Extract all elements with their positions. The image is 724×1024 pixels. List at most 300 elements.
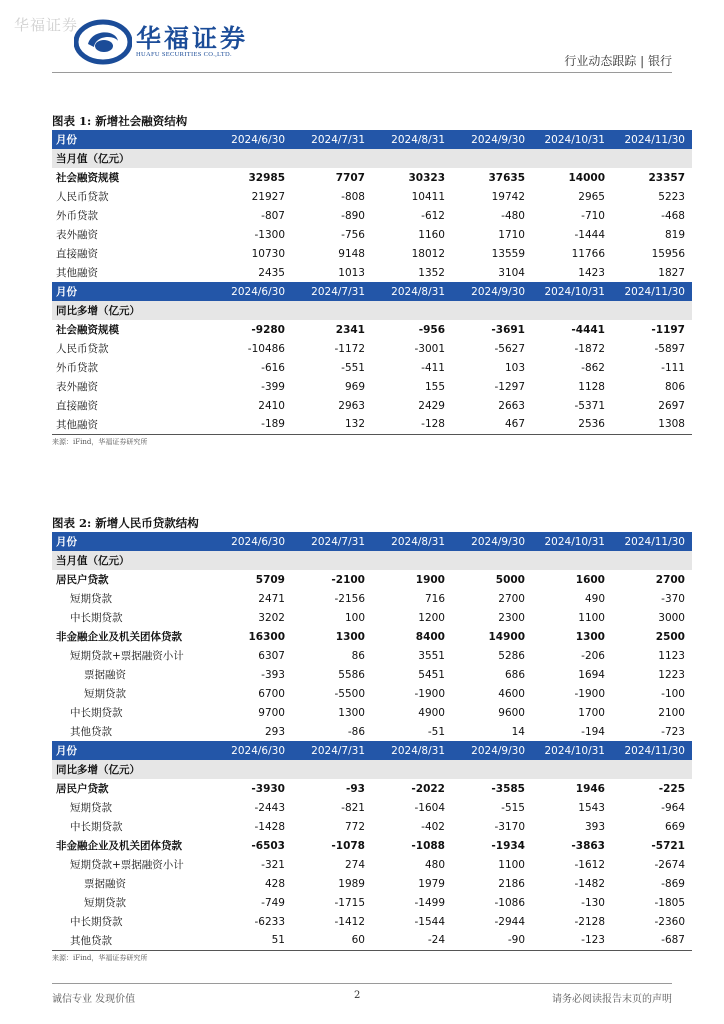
table-row bbox=[52, 187, 692, 206]
value-cell: -1428 bbox=[254, 820, 285, 833]
value-cell: 1013 bbox=[338, 266, 365, 279]
value-cell: 21927 bbox=[251, 190, 285, 203]
value-cell: -128 bbox=[372, 415, 452, 434]
value-cell: 1352 bbox=[418, 266, 445, 279]
row-label-cell: 中长期贷款 bbox=[70, 612, 123, 624]
value-cell: 2536 bbox=[532, 415, 612, 434]
value-cell: 1300 bbox=[575, 630, 605, 643]
value-cell: 2186 bbox=[498, 877, 525, 890]
row-label-cell: 非金融企业及机关团体贷款 bbox=[56, 631, 182, 643]
row-label-cell: 其他融资 bbox=[56, 267, 98, 279]
value-cell: 9148 bbox=[338, 247, 365, 260]
value-cell: 86 bbox=[351, 649, 365, 662]
value-cell: -1872 bbox=[574, 342, 605, 355]
value-cell: 1300 bbox=[335, 630, 365, 643]
value-cell: -1088 bbox=[411, 839, 445, 852]
value-cell: -710 bbox=[581, 209, 605, 222]
table-row bbox=[52, 608, 692, 627]
footer-divider bbox=[52, 983, 672, 984]
value-cell: 10730 bbox=[251, 247, 285, 260]
value-cell: 1200 bbox=[418, 611, 445, 624]
row-label-cell: 居民户贷款 bbox=[56, 574, 109, 586]
column-header-cell: 2024/6/30 bbox=[212, 741, 292, 760]
value-cell: 5586 bbox=[338, 668, 365, 681]
table-row bbox=[52, 931, 692, 950]
value-cell: 1700 bbox=[578, 706, 605, 719]
table-row bbox=[52, 779, 692, 798]
row-label-cell: 当月值（亿元） bbox=[52, 551, 212, 570]
value-cell: -1300 bbox=[254, 228, 285, 241]
value-cell: 5451 bbox=[418, 668, 445, 681]
value-cell: 428 bbox=[264, 877, 285, 890]
value-cell: -1900 bbox=[574, 687, 605, 700]
value-cell: -1900 bbox=[414, 687, 445, 700]
value-cell: 1979 bbox=[418, 877, 445, 890]
value-cell: 14900 bbox=[488, 630, 525, 643]
column-header-cell: 2024/10/31 bbox=[532, 130, 612, 149]
value-cell: 6307 bbox=[258, 649, 285, 662]
row-label-cell: 票据融资 bbox=[84, 669, 126, 681]
value-cell: 5000 bbox=[495, 573, 525, 586]
value-cell bbox=[372, 760, 452, 779]
figure-1-source: 来源：iFind，华福证券研究所 bbox=[52, 437, 148, 446]
value-cell: 4900 bbox=[418, 706, 445, 719]
value-cell: 2410 bbox=[258, 399, 285, 412]
logo-english-name: HUAFU SECURITIES CO.,LTD. bbox=[136, 51, 232, 58]
row-label-cell: 社会融资规模 bbox=[56, 172, 119, 184]
value-cell: 393 bbox=[584, 820, 605, 833]
value-cell: 772 bbox=[344, 820, 365, 833]
value-cell: -111 bbox=[661, 361, 685, 374]
value-cell: -411 bbox=[421, 361, 445, 374]
column-header-cell: 2024/8/31 bbox=[372, 130, 452, 149]
value-cell: 686 bbox=[504, 668, 525, 681]
column-header-cell: 2024/9/30 bbox=[452, 741, 532, 760]
value-cell: -3170 bbox=[494, 820, 525, 833]
value-cell bbox=[372, 301, 452, 320]
value-cell: -194 bbox=[581, 725, 605, 738]
value-cell: -551 bbox=[341, 361, 365, 374]
column-header-cell: 2024/10/31 bbox=[532, 282, 612, 301]
value-cell: 13559 bbox=[491, 247, 525, 260]
row-label-cell: 其他贷款 bbox=[70, 726, 112, 738]
value-cell: 10411 bbox=[411, 190, 445, 203]
value-cell bbox=[532, 551, 612, 570]
value-cell: 1827 bbox=[658, 266, 685, 279]
value-cell: 467 bbox=[452, 415, 532, 434]
column-header-cell: 2024/6/30 bbox=[212, 130, 292, 149]
value-cell: -5721 bbox=[651, 839, 685, 852]
footer-slogan: 诚信专业 发现价值 bbox=[52, 994, 136, 1005]
row-label-cell: 月份 bbox=[52, 282, 212, 301]
row-label-cell: 短期贷款+票据融资小计 bbox=[70, 859, 184, 871]
value-cell: 30323 bbox=[408, 171, 445, 184]
value-cell: 2700 bbox=[498, 592, 525, 605]
value-cell: 1710 bbox=[498, 228, 525, 241]
value-cell: 14 bbox=[511, 725, 525, 738]
table-row bbox=[52, 665, 692, 684]
value-cell: 819 bbox=[664, 228, 685, 241]
value-cell: 1160 bbox=[418, 228, 445, 241]
value-cell: -6233 bbox=[254, 915, 285, 928]
value-cell: -723 bbox=[661, 725, 685, 738]
value-cell: 1600 bbox=[575, 573, 605, 586]
row-label-cell: 其他贷款 bbox=[52, 931, 212, 950]
row-label-cell: 居民户贷款 bbox=[56, 783, 109, 795]
company-logo bbox=[74, 19, 274, 65]
watermark-text: 华福证券 bbox=[14, 16, 79, 34]
value-cell bbox=[612, 301, 692, 320]
table-row bbox=[52, 377, 692, 396]
value-cell: 7707 bbox=[335, 171, 365, 184]
column-header-cell: 2024/9/30 bbox=[452, 130, 532, 149]
value-cell: 806 bbox=[664, 380, 685, 393]
value-cell: 669 bbox=[664, 820, 685, 833]
value-cell: -1499 bbox=[414, 896, 445, 909]
value-cell: 2697 bbox=[658, 399, 685, 412]
figure-1 bbox=[52, 113, 692, 447]
row-label-cell: 人民币贷款 bbox=[56, 191, 109, 203]
column-header-cell: 2024/10/31 bbox=[532, 532, 612, 551]
value-cell: 1989 bbox=[338, 877, 365, 890]
table-row bbox=[52, 244, 692, 263]
row-label-cell: 人民币贷款 bbox=[56, 343, 109, 355]
value-cell bbox=[292, 149, 372, 168]
value-cell bbox=[452, 760, 532, 779]
value-cell: -206 bbox=[581, 649, 605, 662]
value-cell: 1694 bbox=[578, 668, 605, 681]
table-row bbox=[52, 646, 692, 665]
value-cell: -1444 bbox=[574, 228, 605, 241]
value-cell: -51 bbox=[427, 725, 445, 738]
value-cell: -2156 bbox=[334, 592, 365, 605]
row-label-cell: 外币贷款 bbox=[56, 210, 98, 222]
column-header-cell: 2024/8/31 bbox=[372, 282, 452, 301]
value-cell: -749 bbox=[261, 896, 285, 909]
value-cell: -1604 bbox=[414, 801, 445, 814]
value-cell: 716 bbox=[424, 592, 445, 605]
value-cell: -1412 bbox=[334, 915, 365, 928]
row-label-cell: 非金融企业及机关团体贷款 bbox=[56, 840, 182, 852]
value-cell: -24 bbox=[372, 931, 452, 950]
header-divider bbox=[52, 72, 672, 73]
value-cell: -756 bbox=[341, 228, 365, 241]
value-cell: -10486 bbox=[247, 342, 285, 355]
table-row bbox=[52, 874, 692, 893]
value-cell: -402 bbox=[421, 820, 445, 833]
value-cell: -468 bbox=[661, 209, 685, 222]
table-row bbox=[52, 912, 692, 931]
value-cell bbox=[212, 760, 292, 779]
value-cell: 3551 bbox=[418, 649, 445, 662]
column-header-cell: 2024/9/30 bbox=[452, 282, 532, 301]
value-cell: -225 bbox=[658, 782, 685, 795]
value-cell bbox=[612, 551, 692, 570]
table-row bbox=[52, 722, 692, 741]
value-cell: -1715 bbox=[334, 896, 365, 909]
table-row bbox=[52, 415, 692, 434]
value-cell bbox=[532, 301, 612, 320]
value-cell: 1423 bbox=[578, 266, 605, 279]
value-cell: 2471 bbox=[258, 592, 285, 605]
column-header-cell: 2024/11/30 bbox=[612, 741, 692, 760]
value-cell bbox=[212, 551, 292, 570]
value-cell: 5223 bbox=[658, 190, 685, 203]
value-cell bbox=[452, 149, 532, 168]
row-label-cell: 月份 bbox=[52, 130, 212, 149]
row-label-cell: 当月值（亿元） bbox=[52, 149, 212, 168]
table-row bbox=[52, 168, 692, 187]
value-cell: 1223 bbox=[658, 668, 685, 681]
value-cell: -807 bbox=[261, 209, 285, 222]
value-cell: -130 bbox=[581, 896, 605, 909]
figure-2-table bbox=[52, 532, 692, 951]
column-header-cell: 2024/7/31 bbox=[292, 532, 372, 551]
value-cell: 18012 bbox=[411, 247, 445, 260]
value-cell: -370 bbox=[661, 592, 685, 605]
value-cell: 8400 bbox=[415, 630, 445, 643]
value-cell: 4600 bbox=[498, 687, 525, 700]
table-row bbox=[52, 206, 692, 225]
table-row bbox=[52, 855, 692, 874]
value-cell: -1934 bbox=[491, 839, 525, 852]
table-row bbox=[52, 817, 692, 836]
value-cell: -2944 bbox=[494, 915, 525, 928]
value-cell: -393 bbox=[261, 668, 285, 681]
value-cell: -4441 bbox=[571, 323, 605, 336]
value-cell: 132 bbox=[292, 415, 372, 434]
row-label-cell: 表外融资 bbox=[56, 381, 98, 393]
table-row bbox=[52, 225, 692, 244]
value-cell: -1078 bbox=[331, 839, 365, 852]
value-cell: -2360 bbox=[654, 915, 685, 928]
column-header-cell: 2024/7/31 bbox=[292, 130, 372, 149]
value-cell: 32985 bbox=[248, 171, 285, 184]
value-cell: 1100 bbox=[578, 611, 605, 624]
value-cell: 103 bbox=[504, 361, 525, 374]
row-label-cell: 票据融资 bbox=[84, 878, 126, 890]
value-cell: 16300 bbox=[248, 630, 285, 643]
value-cell: 60 bbox=[292, 931, 372, 950]
table-row bbox=[52, 339, 692, 358]
column-header-cell: 2024/6/30 bbox=[212, 282, 292, 301]
value-cell: -3691 bbox=[491, 323, 525, 336]
column-header-cell: 2024/8/31 bbox=[372, 741, 452, 760]
row-label-cell: 表外融资 bbox=[56, 229, 98, 241]
value-cell bbox=[452, 551, 532, 570]
table-header-row bbox=[52, 741, 692, 760]
column-header-cell: 2024/11/30 bbox=[612, 532, 692, 551]
value-cell: -2674 bbox=[654, 858, 685, 871]
value-cell: -90 bbox=[452, 931, 532, 950]
row-label-cell: 外币贷款 bbox=[56, 362, 98, 374]
row-label-cell: 直接融资 bbox=[56, 248, 98, 260]
logo-chinese-name: 华福证券 bbox=[136, 24, 249, 53]
column-header-cell: 2024/6/30 bbox=[212, 532, 292, 551]
value-cell: 2100 bbox=[658, 706, 685, 719]
value-cell: 5709 bbox=[255, 573, 285, 586]
value-cell: -890 bbox=[341, 209, 365, 222]
value-cell bbox=[532, 149, 612, 168]
value-cell bbox=[612, 760, 692, 779]
table-row bbox=[52, 570, 692, 589]
value-cell: -964 bbox=[661, 801, 685, 814]
value-cell: -1612 bbox=[574, 858, 605, 871]
row-label-cell: 中长期贷款 bbox=[70, 916, 123, 928]
value-cell: 19742 bbox=[491, 190, 525, 203]
row-label-cell: 中长期贷款 bbox=[70, 821, 123, 833]
value-cell: -3863 bbox=[571, 839, 605, 852]
row-label-cell: 社会融资规模 bbox=[56, 324, 119, 336]
table-header-row bbox=[52, 282, 692, 301]
column-header-cell: 2024/8/31 bbox=[372, 532, 452, 551]
figure-1-title: 图表 1: 新增社会融资结构 bbox=[52, 114, 188, 128]
value-cell: -399 bbox=[261, 380, 285, 393]
row-label-cell: 月份 bbox=[52, 532, 212, 551]
value-cell bbox=[372, 551, 452, 570]
row-label-cell: 短期贷款+票据融资小计 bbox=[70, 650, 184, 662]
value-cell: -321 bbox=[261, 858, 285, 871]
value-cell: 3202 bbox=[258, 611, 285, 624]
value-cell: -1805 bbox=[654, 896, 685, 909]
value-cell: 9600 bbox=[498, 706, 525, 719]
value-cell: -480 bbox=[501, 209, 525, 222]
value-cell: -9280 bbox=[251, 323, 285, 336]
value-cell: 2663 bbox=[498, 399, 525, 412]
value-cell: -2022 bbox=[411, 782, 445, 795]
value-cell: -2100 bbox=[331, 573, 365, 586]
value-cell: 2963 bbox=[338, 399, 365, 412]
value-cell: -1086 bbox=[494, 896, 525, 909]
logo-swirl-icon bbox=[74, 19, 132, 65]
figure-2-source: 来源：iFind，华福证券研究所 bbox=[52, 953, 148, 962]
table-row bbox=[52, 703, 692, 722]
figure-2-title: 图表 2: 新增人民币贷款结构 bbox=[52, 516, 199, 530]
row-label-cell: 同比多增（亿元） bbox=[52, 301, 212, 320]
value-cell bbox=[532, 760, 612, 779]
value-cell: -93 bbox=[346, 782, 365, 795]
value-cell: -3001 bbox=[414, 342, 445, 355]
value-cell: 2965 bbox=[578, 190, 605, 203]
value-cell: 274 bbox=[344, 858, 365, 871]
table-section-row bbox=[52, 301, 692, 320]
value-cell bbox=[292, 301, 372, 320]
table-row bbox=[52, 836, 692, 855]
value-cell: 9700 bbox=[258, 706, 285, 719]
table-row bbox=[52, 893, 692, 912]
value-cell: 11766 bbox=[571, 247, 605, 260]
value-cell: -1544 bbox=[414, 915, 445, 928]
value-cell: 155 bbox=[424, 380, 445, 393]
value-cell: -123 bbox=[532, 931, 612, 950]
row-label-cell: 直接融资 bbox=[56, 400, 98, 412]
column-header-cell: 2024/10/31 bbox=[532, 741, 612, 760]
value-cell: -1482 bbox=[574, 877, 605, 890]
value-cell: -687 bbox=[612, 931, 692, 950]
value-cell: -2443 bbox=[254, 801, 285, 814]
value-cell: 15956 bbox=[651, 247, 685, 260]
value-cell: 3000 bbox=[658, 611, 685, 624]
value-cell bbox=[292, 760, 372, 779]
value-cell: 1100 bbox=[498, 858, 525, 871]
row-label-cell: 短期贷款 bbox=[84, 897, 126, 909]
value-cell bbox=[212, 301, 292, 320]
value-cell bbox=[452, 301, 532, 320]
value-cell: 2700 bbox=[655, 573, 685, 586]
value-cell: 480 bbox=[424, 858, 445, 871]
value-cell: 14000 bbox=[568, 171, 605, 184]
column-header-cell: 2024/9/30 bbox=[452, 532, 532, 551]
value-cell: 1543 bbox=[578, 801, 605, 814]
value-cell: -3585 bbox=[491, 782, 525, 795]
column-header-cell: 2024/11/30 bbox=[612, 130, 692, 149]
value-cell: -1197 bbox=[651, 323, 685, 336]
value-cell: -862 bbox=[581, 361, 605, 374]
value-cell: -956 bbox=[418, 323, 445, 336]
value-cell: -5627 bbox=[494, 342, 525, 355]
value-cell: -1297 bbox=[494, 380, 525, 393]
value-cell: -6503 bbox=[251, 839, 285, 852]
value-cell: 293 bbox=[264, 725, 285, 738]
value-cell: 969 bbox=[344, 380, 365, 393]
value-cell: 6700 bbox=[258, 687, 285, 700]
value-cell: 1900 bbox=[415, 573, 445, 586]
column-header-cell: 2024/7/31 bbox=[292, 282, 372, 301]
value-cell: -5500 bbox=[334, 687, 365, 700]
value-cell: -5371 bbox=[574, 399, 605, 412]
value-cell: 100 bbox=[344, 611, 365, 624]
table-section-row bbox=[52, 149, 692, 168]
value-cell: 2500 bbox=[655, 630, 685, 643]
value-cell: -616 bbox=[261, 361, 285, 374]
value-cell: 2435 bbox=[258, 266, 285, 279]
value-cell bbox=[212, 149, 292, 168]
figure-2 bbox=[52, 515, 692, 963]
row-label-cell: 月份 bbox=[52, 741, 212, 760]
value-cell bbox=[612, 149, 692, 168]
row-label-cell: 中长期贷款 bbox=[70, 707, 123, 719]
value-cell: 490 bbox=[584, 592, 605, 605]
value-cell: -2128 bbox=[574, 915, 605, 928]
value-cell: 37635 bbox=[488, 171, 525, 184]
table-row bbox=[52, 263, 692, 282]
column-header-cell: 2024/11/30 bbox=[612, 282, 692, 301]
value-cell: 1128 bbox=[578, 380, 605, 393]
row-label-cell: 短期贷款 bbox=[70, 593, 112, 605]
value-cell: 2341 bbox=[335, 323, 365, 336]
value-cell: -5897 bbox=[654, 342, 685, 355]
value-cell: -612 bbox=[421, 209, 445, 222]
value-cell: 1300 bbox=[338, 706, 365, 719]
table-section-row bbox=[52, 760, 692, 779]
value-cell: 23357 bbox=[648, 171, 685, 184]
value-cell: 2300 bbox=[498, 611, 525, 624]
row-label-cell: 其他融资 bbox=[52, 415, 212, 434]
value-cell: 1123 bbox=[658, 649, 685, 662]
table-row bbox=[52, 684, 692, 703]
value-cell: 5286 bbox=[498, 649, 525, 662]
value-cell bbox=[292, 551, 372, 570]
value-cell: -808 bbox=[341, 190, 365, 203]
table-row bbox=[52, 396, 692, 415]
page-number: 2 bbox=[354, 990, 361, 1001]
value-cell: 51 bbox=[212, 931, 292, 950]
table-header-row bbox=[52, 130, 692, 149]
table-row bbox=[52, 627, 692, 646]
row-label-cell: 同比多增（亿元） bbox=[52, 760, 212, 779]
value-cell: -1172 bbox=[334, 342, 365, 355]
value-cell: 1308 bbox=[612, 415, 692, 434]
